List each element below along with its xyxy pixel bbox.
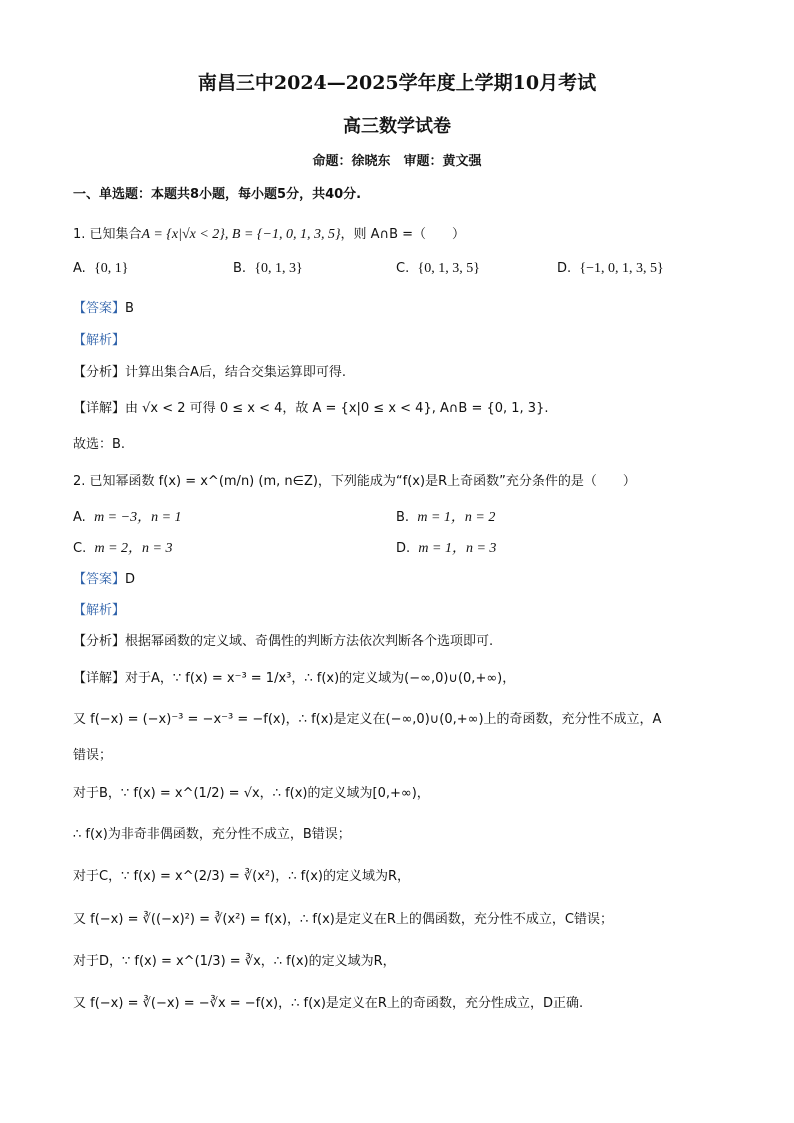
q1-xiangjie bbox=[73, 397, 548, 416]
q2-option-b bbox=[396, 506, 495, 526]
answer-tag: 【答案】 bbox=[73, 301, 126, 316]
q2-fenxi bbox=[73, 630, 493, 649]
fenxi-tag: 【分析】 bbox=[73, 634, 126, 649]
option-label: B. bbox=[396, 510, 410, 525]
q1-option-c bbox=[396, 261, 480, 277]
q1-stem-suffix: ，则 A∩B =（ ） bbox=[340, 227, 466, 242]
xiangjie-text: 对于A，∵ f(x) = x⁻³ = 1/x³，∴ f(x)的定义域为(−∞,0)∪(0,+∞)， bbox=[125, 671, 516, 686]
fenxi-text: 计算出集合A后，结合交集运算即可得. bbox=[125, 365, 347, 380]
q2-xiangjie-line-5: ∴ f(x)为非奇非偶函数，充分性不成立，B错误； bbox=[73, 827, 351, 842]
exam-authors: 命题：徐晓东 审题：黄文强 bbox=[312, 154, 482, 169]
q2-xiangjie-line-4: 对于B，∵ f(x) = x^(1/2) = √x，∴ f(x)的定义域为[0,+∞)， bbox=[73, 786, 430, 801]
xiangjie-tag: 【详解】 bbox=[73, 401, 126, 416]
fenxi-text: 根据幂函数的定义域、奇偶性的判断方法依次判断各个选项即可. bbox=[125, 634, 494, 649]
q2-xiangjie-line-9: 又 f(−x) = ∛(−x) = −∛x = −f(x)，∴ f(x)是定义在R上的奇函数，充分性成立，D正确. bbox=[73, 996, 584, 1011]
exam-subtitle: 高三数学试卷 bbox=[343, 116, 451, 137]
q2-option-a bbox=[73, 506, 182, 526]
exam-title: 南昌三中2024—2025学年度上学期10月考试 bbox=[197, 72, 597, 94]
option-label: C. bbox=[396, 261, 410, 276]
option-text: {−1, 0, 1, 3, 5} bbox=[579, 261, 664, 276]
q1-option-b bbox=[233, 261, 303, 277]
q2-answer bbox=[73, 568, 135, 587]
xiangjie-text: 由 √x < 2 可得 0 ≤ x < 4，故 A = {x|0 ≤ x < 4}, A∩B = {0, 1, 3}. bbox=[125, 401, 549, 416]
q1-option-a bbox=[73, 261, 129, 277]
q1-analysis-tag: 【解析】 bbox=[73, 333, 126, 348]
option-text: {0, 1, 3, 5} bbox=[417, 261, 480, 276]
q1-fenxi bbox=[73, 361, 346, 380]
q1-answer bbox=[73, 297, 134, 316]
q2-xiangjie-line-2: 又 f(−x) = (−x)⁻³ = −x⁻³ = −f(x)，∴ f(x)是定义在(−∞,0)∪(0,+∞)上的奇函数，充分性不成立，A bbox=[73, 712, 662, 727]
option-text: m = 1，n = 3 bbox=[418, 541, 497, 556]
fenxi-tag: 【分析】 bbox=[73, 365, 126, 380]
q1-stem bbox=[73, 223, 465, 243]
q2-xiangjie-line-8: 对于D，∵ f(x) = x^(1/3) = ∛x，∴ f(x)的定义域为R， bbox=[73, 954, 396, 969]
q2-option-d bbox=[396, 537, 496, 557]
xiangjie-tag: 【详解】 bbox=[73, 671, 126, 686]
q2-xiangjie-line-1 bbox=[73, 667, 515, 686]
option-text: m = 1，n = 2 bbox=[417, 510, 496, 525]
option-label: C. bbox=[73, 541, 87, 556]
q2-stem: 2. 已知幂函数 f(x) = x^(m/n) (m, n∈Z)，下列能成为“f(x)是R上奇函数”充分条件的是（ ） bbox=[73, 474, 636, 489]
option-text: {0, 1, 3} bbox=[254, 261, 303, 276]
q2-option-c bbox=[73, 537, 173, 557]
q1-stem-math: A = {x|√x < 2}, B = {−1, 0, 1, 3, 5} bbox=[141, 227, 341, 242]
option-text: m = −3，n = 1 bbox=[94, 510, 182, 525]
option-label: D. bbox=[557, 261, 572, 276]
q2-xiangjie-line-7: 又 f(−x) = ∛((−x)²) = ∛(x²) = f(x)，∴ f(x)是定义在R上的偶函数，充分性不成立，C错误； bbox=[73, 912, 613, 927]
answer-value: D bbox=[125, 572, 136, 587]
option-label: D. bbox=[396, 541, 411, 556]
q2-analysis-tag: 【解析】 bbox=[73, 603, 126, 618]
section-heading: 一、单选题：本题共8小题，每小题5分，共40分. bbox=[73, 187, 362, 202]
option-label: A. bbox=[73, 510, 86, 525]
q1-option-d bbox=[557, 261, 664, 277]
answer-value: B bbox=[125, 301, 134, 316]
option-label: B. bbox=[233, 261, 247, 276]
q2-xiangjie-line-6: 对于C，∵ f(x) = x^(2/3) = ∛(x²)，∴ f(x)的定义域为R， bbox=[73, 869, 411, 884]
option-text: {0, 1} bbox=[94, 261, 129, 276]
q2-xiangjie-line-3: 错误； bbox=[73, 748, 113, 763]
answer-tag: 【答案】 bbox=[73, 572, 126, 587]
q1-stem-prefix: 1. 已知集合 bbox=[73, 227, 142, 242]
option-label: A. bbox=[73, 261, 86, 276]
q1-conclusion: 故选：B. bbox=[73, 437, 126, 452]
option-text: m = 2，n = 3 bbox=[94, 541, 173, 556]
